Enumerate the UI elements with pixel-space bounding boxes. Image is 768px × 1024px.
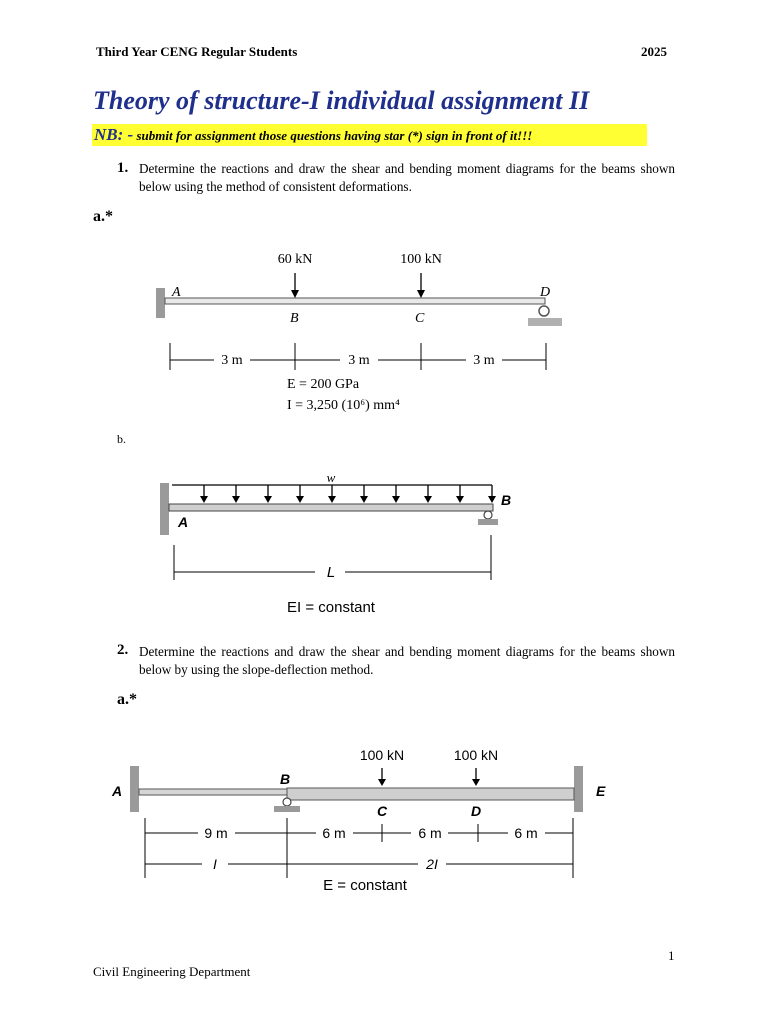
span-l: L [326,564,336,581]
fixed-support-a [130,766,139,812]
span-bc: 3 m [348,353,370,368]
figure-1b-beam-diagram [150,465,530,620]
fixed-support-a [160,483,169,535]
figure-1a-beam-diagram [150,240,580,420]
point-d: D [540,285,551,300]
point-a: A [112,783,123,799]
roller-support-b [484,511,492,519]
header-left: Third Year CENG Regular Students [96,44,298,59]
q1-part-a-label: a.* [93,208,113,225]
fixed-support-a [156,288,165,318]
point-e: E [596,783,606,799]
footer-department: Civil Engineering Department [93,964,251,979]
point-c: C [415,311,425,326]
beam-ab [139,789,287,795]
figure-2a-beam-diagram [100,738,620,908]
beam-1a [165,298,545,304]
load-label-d: 100 kN [453,747,499,763]
span-de: 6 m [514,825,538,841]
note-label: NB: - [94,125,134,144]
point-a: A [178,514,189,530]
span-cd: 3 m [473,353,495,368]
property-i: I = 3,250 (10⁶) mm⁴ [287,398,400,413]
load-arrow-d [472,779,480,786]
point-b: B [290,311,299,326]
distributed-load-arrows [200,485,496,503]
span-bc: 6 m [322,825,346,841]
point-d: D [471,803,482,819]
question-1-text: Determine the reactions and draw the shear and bending moment diagrams for the beams shown below using the method of consistent deformations. [139,161,675,194]
beam-be [287,788,574,800]
page-title: Theory of structure-I individual assignment II [93,86,590,115]
q2-part-a-label: a.* [117,691,137,708]
property-e: E = 200 GPa [287,377,360,392]
fixed-support-e [574,766,583,812]
point-b: B [280,771,291,787]
load-label-c: 100 kN [359,747,405,763]
span-cd: 6 m [418,825,442,841]
roller-support-b [283,798,291,806]
load-label-60kn: 60 kN [277,252,313,267]
point-a: A [172,285,181,300]
inertia-ab: I [213,856,217,872]
span-ab: 3 m [221,353,243,368]
question-2-text: Determine the reactions and draw the shear and bending moment diagrams for the beams shown below by using the slope-deflection method. [139,644,675,677]
header-year: 2025 [641,44,667,59]
point-b: B [501,492,512,508]
page-number: 1 [668,948,675,963]
roller-base-b [274,806,300,812]
inertia-be: 2I [426,856,438,872]
load-w-label: w [326,470,336,485]
beam-1b [169,504,493,511]
q1-part-b-label: b. [117,432,126,446]
span-ab: 9 m [204,825,228,841]
property-ei: EI = constant [287,599,375,616]
load-label-100kn: 100 kN [400,252,442,267]
load-arrow-c [417,290,425,298]
question-2-number: 2. [117,642,129,658]
roller-base-b [478,519,498,525]
load-arrow-c [378,779,386,786]
property-e: E = constant [323,877,407,894]
roller-base-d [528,318,562,326]
load-arrow-b [291,290,299,298]
note-text: submit for assignment those questions having star (*) sign in front of it!!! [136,128,533,143]
note-banner [92,124,647,146]
point-c: C [377,803,388,819]
roller-support-d [539,306,549,316]
question-1-number: 1. [117,160,129,176]
